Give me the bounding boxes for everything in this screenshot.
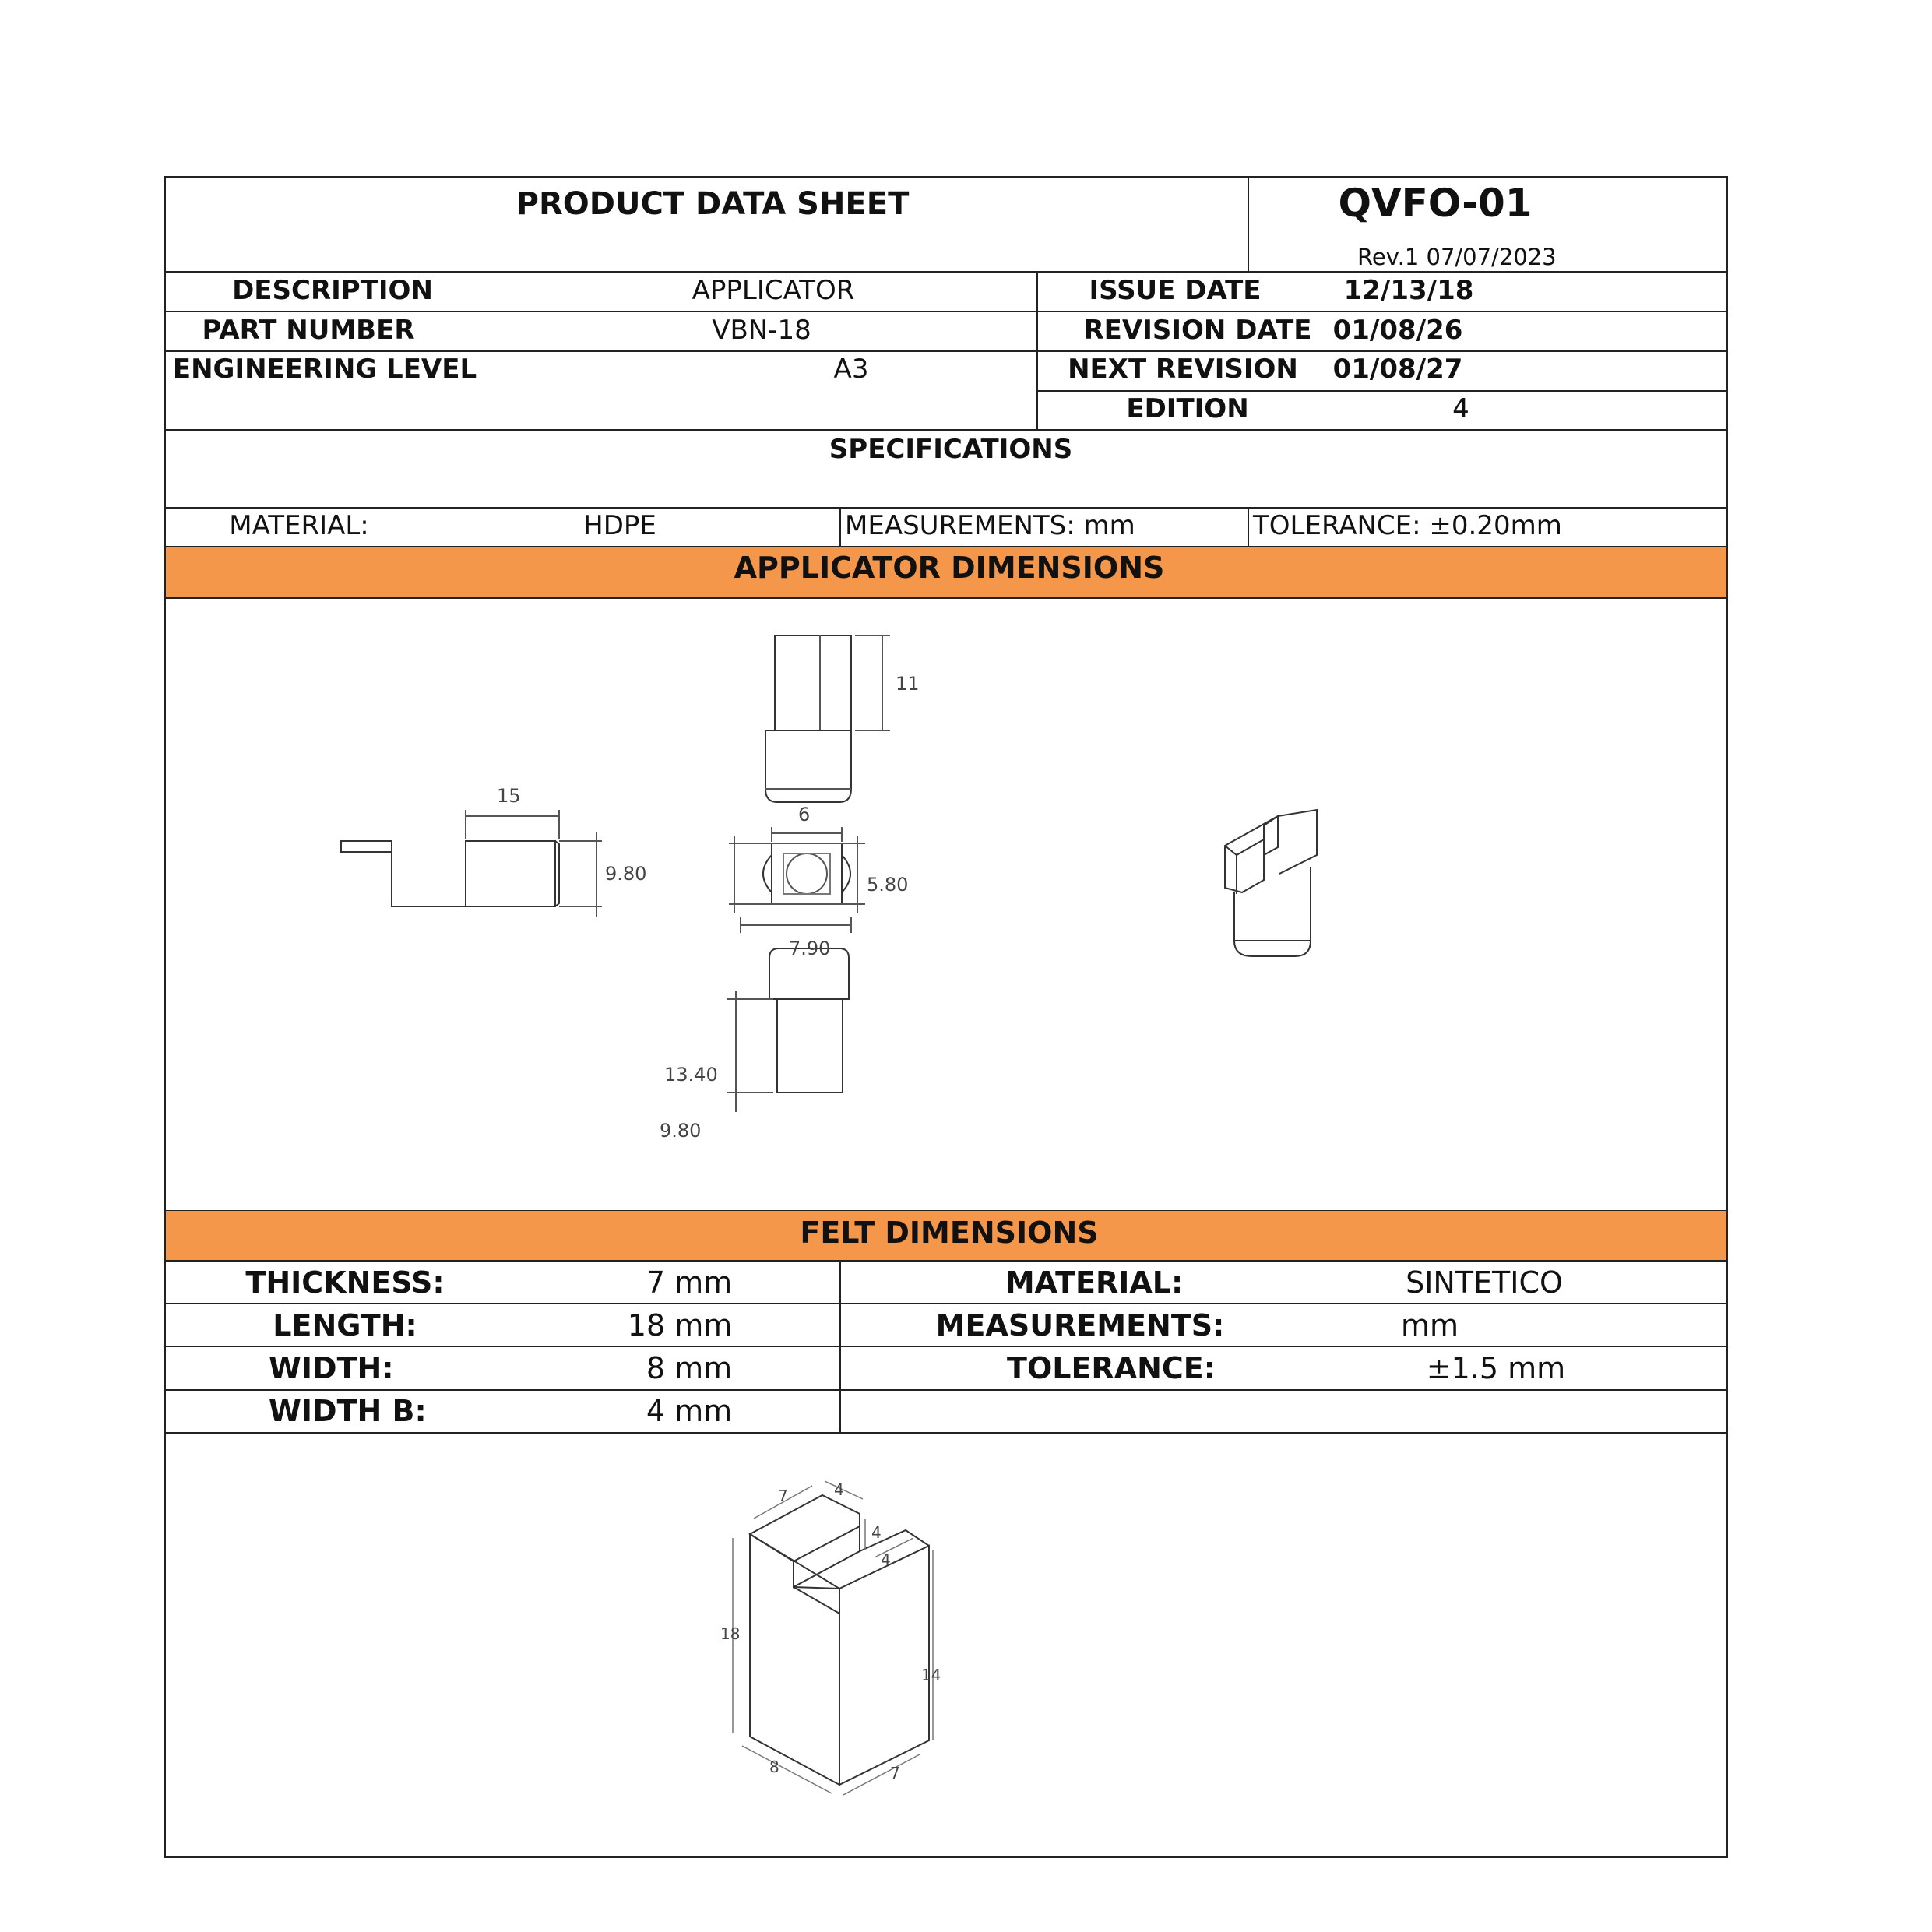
felt-dim-base-width: 8	[769, 1758, 779, 1776]
revision-date-value: 01/08/26	[1332, 315, 1463, 346]
felt-length-value: 18 mm	[627, 1308, 733, 1343]
felt-width-b-label: WIDTH B:	[269, 1394, 427, 1428]
dim-side-height: 9.80	[605, 863, 647, 885]
dim-side-length: 15	[497, 785, 521, 807]
felt-dim-step-height: 4	[871, 1523, 882, 1542]
applicator-front-view	[729, 827, 865, 933]
issue-date-value: 12/13/18	[1343, 275, 1474, 306]
applicator-top-view	[765, 635, 890, 802]
row-divider	[166, 429, 1726, 431]
felt-dimensions-title: FELT DIMENSIONS	[800, 1216, 1099, 1250]
col-divider	[1248, 507, 1249, 546]
felt-dim-step-depth: 4	[881, 1550, 891, 1569]
dim-front-height: 5.80	[867, 874, 909, 896]
col-divider	[839, 507, 841, 546]
col-divider	[839, 1260, 841, 1432]
part-number-label: PART NUMBER	[202, 315, 415, 346]
part-number-value: VBN-18	[712, 315, 811, 346]
felt-measurements-value: mm	[1400, 1308, 1459, 1343]
applicator-drawing	[166, 598, 1726, 1205]
description-label: DESCRIPTION	[232, 275, 433, 306]
row-divider	[166, 1303, 1726, 1304]
felt-length-label: LENGTH:	[273, 1308, 417, 1343]
felt-tolerance-label: TOLERANCE:	[1007, 1351, 1216, 1385]
edition-value: 4	[1452, 393, 1469, 424]
felt-measurements-label: MEASUREMENTS:	[935, 1308, 1225, 1343]
row-divider	[166, 350, 1726, 352]
felt-width-b-value: 4 mm	[646, 1394, 733, 1428]
page-title: PRODUCT DATA SHEET	[516, 186, 910, 222]
edition-label: EDITION	[1126, 393, 1249, 424]
row-divider	[1036, 390, 1726, 392]
dim-front-width: 6	[798, 804, 811, 825]
applicator-3d-view	[1225, 810, 1317, 956]
revision-date-label: REVISION DATE	[1083, 315, 1312, 346]
felt-dim-top-width: 4	[834, 1480, 844, 1499]
row-divider	[166, 311, 1726, 312]
dim-bottom-upper: 13.40	[664, 1064, 718, 1086]
dim-front-outer: 7.90	[789, 938, 831, 959]
felt-dim-base-depth: 7	[890, 1764, 900, 1782]
row-divider	[166, 1260, 1726, 1262]
next-revision-value: 01/08/27	[1332, 354, 1463, 385]
specifications-title: SPECIFICATIONS	[829, 434, 1073, 465]
document-code: QVFO-01	[1338, 181, 1533, 226]
issue-date-label: ISSUE DATE	[1089, 275, 1262, 306]
revision-label: Rev.1 07/07/2023	[1357, 244, 1557, 270]
row-divider	[166, 271, 1726, 273]
felt-width-label: WIDTH:	[269, 1351, 394, 1385]
felt-thickness-value: 7 mm	[646, 1265, 733, 1300]
engineering-level-label: ENGINEERING LEVEL	[172, 354, 477, 385]
dim-bottom-lower: 9.80	[660, 1120, 702, 1142]
dim-top-height: 11	[896, 673, 920, 695]
felt-tolerance-value: ±1.5 mm	[1426, 1351, 1566, 1385]
felt-dim-total-height: 18	[720, 1624, 741, 1643]
applicator-bottom-view	[727, 948, 849, 1112]
felt-width-value: 8 mm	[646, 1351, 733, 1385]
engineering-level-value: A3	[833, 354, 869, 385]
felt-isometric-drawing	[166, 1433, 1726, 1857]
description-value: APPLICATOR	[692, 275, 855, 306]
next-revision-label: NEXT REVISION	[1068, 354, 1298, 385]
applicator-dimensions-title: APPLICATOR DIMENSIONS	[734, 551, 1165, 585]
spec-measurements: MEASUREMENTS: mm	[845, 510, 1135, 541]
row-divider	[166, 507, 1726, 509]
col-divider	[1036, 271, 1038, 429]
row-divider	[166, 1389, 1726, 1391]
row-divider	[166, 1346, 1726, 1347]
felt-dim-lower-height: 14	[921, 1666, 941, 1684]
spec-material-label: MATERIAL:	[229, 510, 369, 541]
applicator-side-view	[341, 810, 602, 917]
felt-thickness-label: THICKNESS:	[245, 1265, 445, 1300]
spec-material-value: HDPE	[583, 510, 656, 541]
col-divider	[1248, 178, 1249, 271]
felt-dim-top-depth: 7	[778, 1487, 788, 1505]
felt-material-label: MATERIAL:	[1005, 1265, 1184, 1300]
product-data-sheet	[164, 176, 1728, 1858]
spec-tolerance: TOLERANCE: ±0.20mm	[1253, 510, 1562, 541]
felt-material-value: SINTETICO	[1406, 1265, 1563, 1300]
